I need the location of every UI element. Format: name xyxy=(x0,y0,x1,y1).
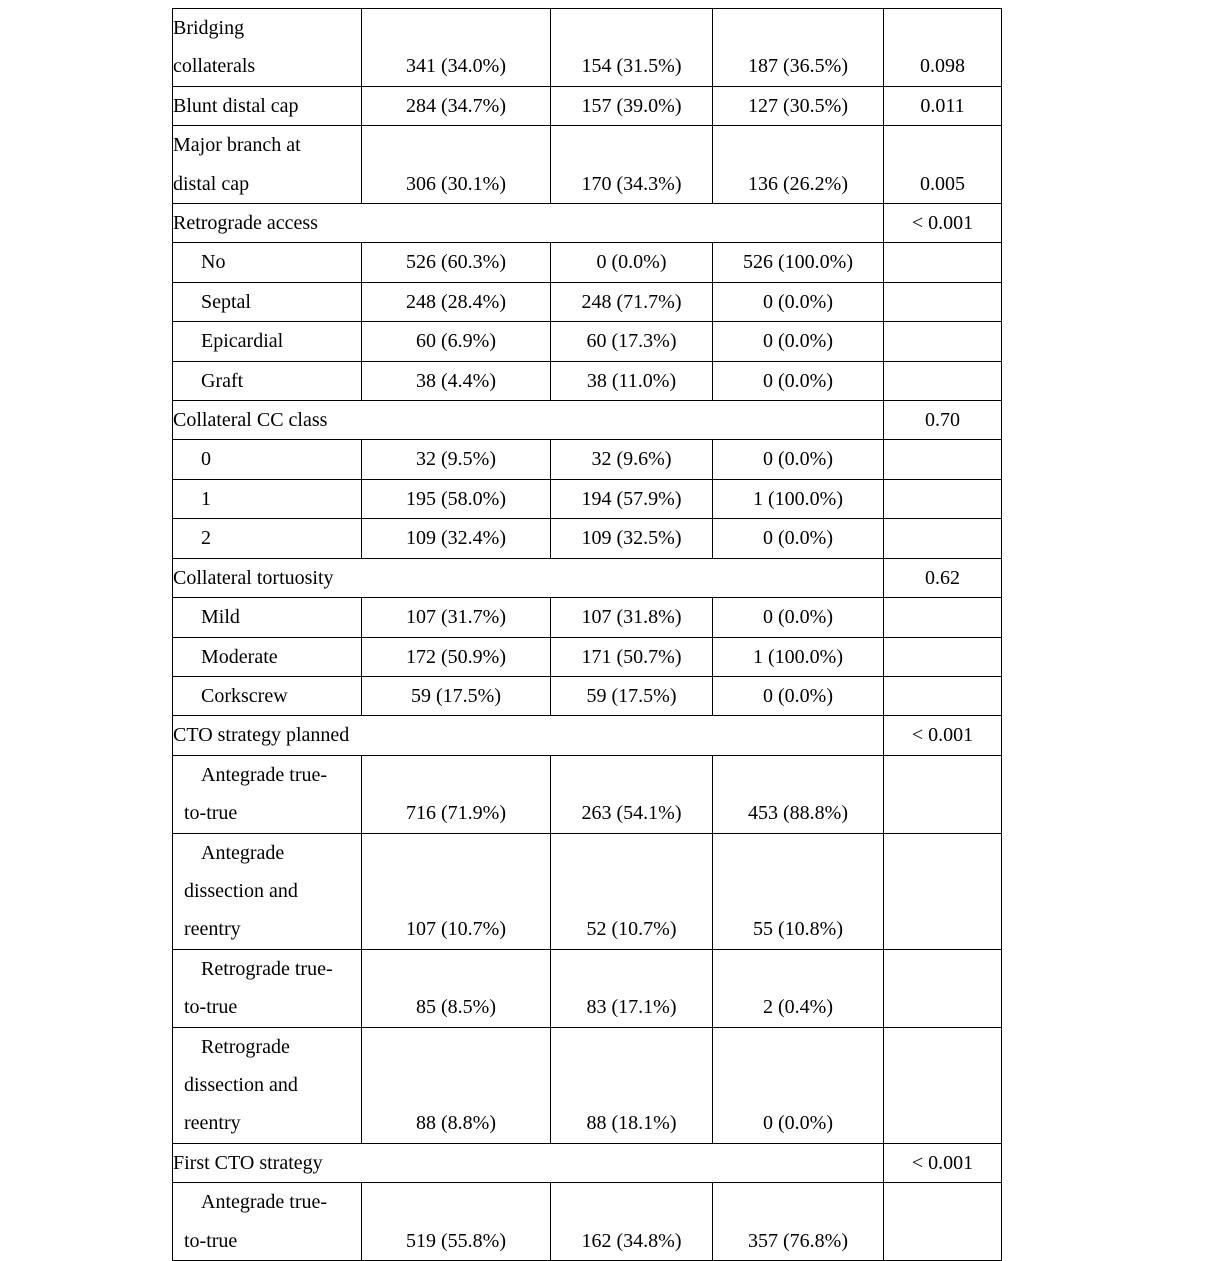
p-value xyxy=(884,949,1002,1027)
cell-group1: 170 (34.3%) xyxy=(551,126,713,204)
row-label xyxy=(173,833,362,949)
table-row xyxy=(173,322,1002,361)
p-value: 0.70 xyxy=(884,401,1002,440)
table-section-header-row xyxy=(173,204,1002,243)
table-row xyxy=(173,243,1002,282)
row-label xyxy=(173,479,362,518)
row-label xyxy=(173,676,362,715)
cell-group2: 0 (0.0%) xyxy=(713,322,884,361)
cell-overall: 306 (30.1%) xyxy=(362,126,551,204)
table-row xyxy=(173,1027,1002,1143)
table-row xyxy=(173,519,1002,558)
cell-overall: 519 (55.8%) xyxy=(362,1183,551,1261)
p-value xyxy=(884,598,1002,637)
table-section-header-row xyxy=(173,558,1002,597)
table-section-header-row xyxy=(173,401,1002,440)
row-label-line: dissection and xyxy=(184,1073,298,1096)
cell-group2: 0 (0.0%) xyxy=(713,676,884,715)
cell-group1: 38 (11.0%) xyxy=(551,361,713,400)
characteristics-table xyxy=(172,8,1002,1261)
cell-group2: 0 (0.0%) xyxy=(713,361,884,400)
section-label: First CTO strategy xyxy=(173,1143,884,1182)
table-row xyxy=(173,1183,1002,1261)
p-value: < 0.001 xyxy=(884,204,1002,243)
table-row xyxy=(173,126,1002,204)
p-value xyxy=(884,755,1002,833)
row-label-line: Blunt distal cap xyxy=(173,94,299,117)
cell-group2: 0 (0.0%) xyxy=(713,440,884,479)
cell-group2: 0 (0.0%) xyxy=(713,282,884,321)
cell-group1: 157 (39.0%) xyxy=(551,86,713,125)
row-label xyxy=(173,126,362,204)
cell-group2: 0 (0.0%) xyxy=(713,1027,884,1143)
cell-overall: 195 (58.0%) xyxy=(362,479,551,518)
row-label-line: 2 xyxy=(201,527,211,550)
cell-group1: 0 (0.0%) xyxy=(551,243,713,282)
row-label-line: No xyxy=(201,251,226,274)
p-value: 0.005 xyxy=(884,126,1002,204)
row-label xyxy=(173,9,362,87)
p-value: 0.011 xyxy=(884,86,1002,125)
p-value xyxy=(884,519,1002,558)
row-label-line: Retrograde xyxy=(201,1035,290,1058)
p-value: 0.098 xyxy=(884,9,1002,87)
row-label-line: Retrograde true- xyxy=(201,957,333,980)
row-label xyxy=(173,243,362,282)
row-label-line: 1 xyxy=(201,487,211,510)
p-value xyxy=(884,1027,1002,1143)
table-row xyxy=(173,598,1002,637)
table-section-header-row xyxy=(173,716,1002,755)
p-value xyxy=(884,243,1002,282)
table-row xyxy=(173,833,1002,949)
row-label xyxy=(173,86,362,125)
p-value xyxy=(884,479,1002,518)
cell-overall: 248 (28.4%) xyxy=(362,282,551,321)
table-row xyxy=(173,361,1002,400)
p-value xyxy=(884,1183,1002,1261)
row-label xyxy=(173,361,362,400)
cell-group1: 248 (71.7%) xyxy=(551,282,713,321)
cell-overall: 85 (8.5%) xyxy=(362,949,551,1027)
cell-group1: 162 (34.8%) xyxy=(551,1183,713,1261)
row-label-line: Moderate xyxy=(201,645,278,668)
cell-group1: 60 (17.3%) xyxy=(551,322,713,361)
row-label xyxy=(173,1027,362,1143)
table-row xyxy=(173,755,1002,833)
cell-group1: 194 (57.9%) xyxy=(551,479,713,518)
row-label-line: reentry xyxy=(184,1112,241,1135)
row-label xyxy=(173,637,362,676)
cell-overall: 716 (71.9%) xyxy=(362,755,551,833)
p-value xyxy=(884,676,1002,715)
cell-group2: 0 (0.0%) xyxy=(713,598,884,637)
row-label-line: to-true xyxy=(184,996,238,1019)
cell-group2: 453 (88.8%) xyxy=(713,755,884,833)
row-label xyxy=(173,282,362,321)
row-label-line: Antegrade xyxy=(201,841,285,864)
table-row xyxy=(173,282,1002,321)
row-label xyxy=(173,1183,362,1261)
row-label-line: Graft xyxy=(201,369,244,392)
cell-group1: 52 (10.7%) xyxy=(551,833,713,949)
cell-group1: 109 (32.5%) xyxy=(551,519,713,558)
cell-group1: 88 (18.1%) xyxy=(551,1027,713,1143)
p-value xyxy=(884,322,1002,361)
section-label: CTO strategy planned xyxy=(173,716,884,755)
cell-overall: 38 (4.4%) xyxy=(362,361,551,400)
cell-overall: 32 (9.5%) xyxy=(362,440,551,479)
cell-group2: 1 (100.0%) xyxy=(713,637,884,676)
cell-group2: 1 (100.0%) xyxy=(713,479,884,518)
row-label-line: Mild xyxy=(201,606,240,629)
row-label-line: Major branch at xyxy=(173,134,301,157)
row-label-line: reentry xyxy=(184,918,241,941)
cell-group2: 55 (10.8%) xyxy=(713,833,884,949)
cell-overall: 341 (34.0%) xyxy=(362,9,551,87)
p-value xyxy=(884,440,1002,479)
row-label-line: to-true xyxy=(184,1229,238,1252)
row-label-line: Bridging xyxy=(173,17,245,39)
row-label-line: collaterals xyxy=(173,55,256,78)
p-value: < 0.001 xyxy=(884,716,1002,755)
p-value: 0.62 xyxy=(884,558,1002,597)
section-label: Retrograde access xyxy=(173,204,884,243)
p-value xyxy=(884,833,1002,949)
table-body xyxy=(173,9,1002,1261)
p-value: < 0.001 xyxy=(884,1143,1002,1182)
cell-overall: 60 (6.9%) xyxy=(362,322,551,361)
row-label-line: Corkscrew xyxy=(201,684,288,707)
cell-group1: 59 (17.5%) xyxy=(551,676,713,715)
cell-group2: 127 (30.5%) xyxy=(713,86,884,125)
cell-group2: 187 (36.5%) xyxy=(713,9,884,87)
cell-group1: 263 (54.1%) xyxy=(551,755,713,833)
table-section-header-row xyxy=(173,1143,1002,1182)
cell-overall: 172 (50.9%) xyxy=(362,637,551,676)
row-label xyxy=(173,440,362,479)
cell-overall: 284 (34.7%) xyxy=(362,86,551,125)
row-label-line: Epicardial xyxy=(201,330,284,353)
p-value xyxy=(884,282,1002,321)
row-label-line: Septal xyxy=(201,290,251,313)
cell-group1: 107 (31.8%) xyxy=(551,598,713,637)
table-row xyxy=(173,86,1002,125)
row-label-line: distal cap xyxy=(173,172,250,195)
cell-group1: 32 (9.6%) xyxy=(551,440,713,479)
cell-overall: 59 (17.5%) xyxy=(362,676,551,715)
section-label: Collateral CC class xyxy=(173,401,884,440)
cell-group1: 83 (17.1%) xyxy=(551,949,713,1027)
row-label-line: 0 xyxy=(201,448,211,471)
cell-group2: 2 (0.4%) xyxy=(713,949,884,1027)
cell-group2: 357 (76.8%) xyxy=(713,1183,884,1261)
cell-overall: 107 (31.7%) xyxy=(362,598,551,637)
cell-group1: 171 (50.7%) xyxy=(551,637,713,676)
cell-overall: 107 (10.7%) xyxy=(362,833,551,949)
section-label: Collateral tortuosity xyxy=(173,558,884,597)
row-label-line: dissection and xyxy=(184,879,298,902)
row-label-line: to-true xyxy=(184,802,238,825)
cell-group2: 0 (0.0%) xyxy=(713,519,884,558)
table-row xyxy=(173,9,1002,87)
cell-group2: 526 (100.0%) xyxy=(713,243,884,282)
row-label xyxy=(173,755,362,833)
table-row xyxy=(173,676,1002,715)
row-label xyxy=(173,519,362,558)
cell-overall: 88 (8.8%) xyxy=(362,1027,551,1143)
table-row xyxy=(173,949,1002,1027)
row-label xyxy=(173,598,362,637)
p-value xyxy=(884,637,1002,676)
cell-overall: 109 (32.4%) xyxy=(362,519,551,558)
row-label xyxy=(173,949,362,1027)
table-row xyxy=(173,479,1002,518)
row-label-line: Antegrade true- xyxy=(201,1191,328,1214)
p-value xyxy=(884,361,1002,400)
row-label xyxy=(173,322,362,361)
cell-overall: 526 (60.3%) xyxy=(362,243,551,282)
cell-group2: 136 (26.2%) xyxy=(713,126,884,204)
table-row xyxy=(173,440,1002,479)
cell-group1: 154 (31.5%) xyxy=(551,9,713,87)
row-label-line: Antegrade true- xyxy=(201,763,328,786)
table-row xyxy=(173,637,1002,676)
